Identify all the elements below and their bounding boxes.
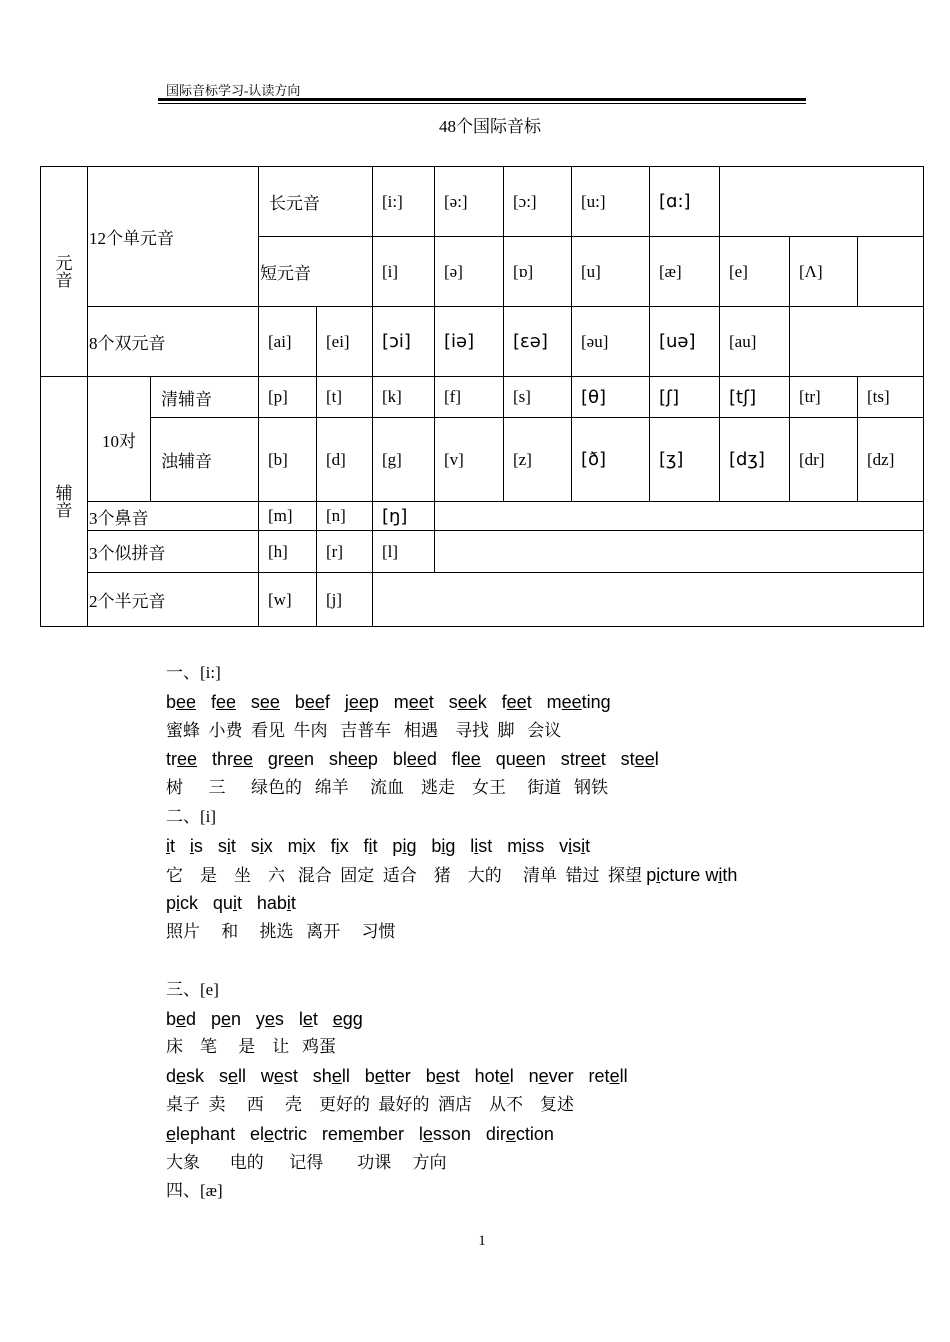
practice-word: sell — [218, 1066, 246, 1087]
practice-word: desk — [166, 1066, 205, 1087]
ipa-cell: [ə] — [435, 237, 504, 307]
empty-cell — [790, 307, 924, 377]
ipa-cell: [ɔi] — [373, 307, 435, 377]
ipa-cell: [Λ] — [790, 237, 858, 307]
ipa-cell: [l] — [373, 531, 435, 573]
ipa-cell: [u] — [572, 237, 650, 307]
short-vowel-label: 短元音 — [259, 237, 373, 307]
ipa-cell: [ɒ] — [504, 237, 572, 307]
practice-word: six — [250, 835, 273, 856]
practice-word: better — [364, 1066, 411, 1087]
practice-word: quit — [212, 893, 242, 914]
ipa-cell: [h] — [259, 531, 317, 573]
ipa-cell: [ai] — [259, 307, 317, 377]
practice-word: bed — [166, 1008, 197, 1029]
practice-word: queen — [495, 749, 546, 770]
section-heading: 一、[i:] — [166, 663, 221, 682]
empty-cell — [720, 167, 924, 237]
practice-word: with — [705, 864, 738, 885]
english-word-row — [166, 688, 886, 717]
practice-word: shell — [312, 1066, 350, 1087]
practice-word: retell — [588, 1066, 628, 1087]
english-word-row — [166, 745, 886, 774]
practice-word: remember — [321, 1123, 404, 1144]
practice-word: habit — [256, 893, 296, 914]
semivowel-label: 2个半元音 — [88, 573, 259, 627]
ipa-cell: [i:] — [373, 167, 435, 237]
consonant-category: 辅 音 — [41, 377, 88, 627]
practice-word: see — [250, 691, 280, 712]
ipa-cell: [z] — [504, 418, 572, 502]
practice-word: picture — [646, 864, 701, 885]
english-word-row — [166, 832, 886, 861]
english-word-row — [166, 1005, 886, 1034]
ipa-cell: [d] — [317, 418, 373, 502]
ipa-cell: [g] — [373, 418, 435, 502]
running-header: 国际音标学习-认读方向 — [166, 83, 301, 98]
english-word-row — [166, 889, 886, 918]
practice-word: lesson — [418, 1123, 471, 1144]
mixed-word-row: 它 是 坐 六 混合 固定 适合 猪 大的 清单 错过 探望 picture with — [166, 864, 738, 885]
ipa-cell: [au] — [720, 307, 790, 377]
practice-word: sit — [217, 835, 236, 856]
practice-word: steel — [620, 749, 659, 770]
practice-word: flee — [451, 749, 481, 770]
practice-word: street — [560, 749, 606, 770]
ipa-table — [40, 166, 924, 627]
practice-word: is — [189, 835, 203, 856]
ipa-cell: [ŋ] — [373, 502, 435, 531]
practice-word: let — [298, 1008, 318, 1029]
practice-word: hotel — [474, 1066, 514, 1087]
practice-word: electric — [249, 1123, 308, 1144]
practice-word: west — [260, 1066, 298, 1087]
header-rule-thick — [158, 98, 806, 101]
ipa-cell: [n] — [317, 502, 373, 531]
ipa-cell: [i] — [373, 237, 435, 307]
practice-word: mix — [287, 835, 316, 856]
practice-word: elephant — [166, 1123, 236, 1144]
practice-word: yes — [255, 1008, 284, 1029]
chinese-meaning-row: 桌子 卖 西 壳 更好的 最好的 酒店 从不 复述 — [166, 1094, 574, 1114]
chinese-meaning-row: 床 笔 是 让 鸡蛋 — [166, 1037, 336, 1057]
ipa-cell: [ə:] — [435, 167, 504, 237]
empty-cell — [373, 573, 924, 627]
practice-word: meeting — [546, 691, 611, 712]
practice-word: pick — [166, 893, 199, 914]
ipa-cell: [k] — [373, 377, 435, 418]
ipa-cell: [ɛə] — [504, 307, 572, 377]
nasal-label: 3个鼻音 — [88, 502, 259, 531]
practice-word: pen — [210, 1008, 241, 1029]
practice-word: fix — [330, 835, 349, 856]
english-word-row — [166, 1062, 886, 1091]
english-word-row — [166, 1120, 886, 1149]
practice-word: sheep — [328, 749, 378, 770]
ipa-cell: [tʃ] — [720, 377, 790, 418]
ipa-cell: [ɔ:] — [504, 167, 572, 237]
practice-word: visit — [559, 835, 591, 856]
section-heading: 二、[i] — [166, 806, 217, 826]
ipa-cell: [dʒ] — [720, 418, 790, 502]
practice-word: green — [267, 749, 314, 770]
chinese-meaning-row: 蜜蜂 小费 看见 牛肉 吉普车 相遇 寻找 脚 会议 — [166, 720, 562, 740]
empty-cell — [435, 502, 924, 531]
ipa-cell: [ʒ] — [650, 418, 720, 502]
empty-cell — [858, 237, 924, 307]
practice-word: never — [528, 1066, 574, 1087]
practice-word-list — [166, 659, 886, 1206]
practice-word: fit — [363, 835, 378, 856]
ipa-cell: [j] — [317, 573, 373, 627]
page-title: 48个国际音标 — [439, 117, 541, 136]
practice-word: tree — [166, 749, 198, 770]
ipa-cell: [iə] — [435, 307, 504, 377]
ipa-cell: [r] — [317, 531, 373, 573]
ipa-cell: [b] — [259, 418, 317, 502]
ipa-cell: [w] — [259, 573, 317, 627]
practice-word: miss — [507, 835, 545, 856]
section-heading: 三、[e] — [166, 979, 219, 999]
ipa-cell: [ɑ:] — [650, 167, 720, 237]
liquid-label: 3个似拼音 — [88, 531, 259, 573]
practice-word: it — [166, 835, 176, 856]
monophthong-label: 12个单元音 — [88, 167, 259, 307]
ipa-cell: [s] — [504, 377, 572, 418]
section-heading: 四、[æ] — [166, 1181, 223, 1201]
practice-word: feet — [501, 691, 532, 712]
pairs-label: 10对 — [88, 377, 151, 502]
practice-word: list — [470, 835, 493, 856]
ipa-cell: [dr] — [790, 418, 858, 502]
vowel-category: 元 音 — [41, 167, 88, 377]
ipa-cell: [e] — [720, 237, 790, 307]
ipa-cell: [əu] — [572, 307, 650, 377]
practice-word: bleed — [392, 749, 437, 770]
diphthong-label: 8个双元音 — [88, 307, 259, 377]
ipa-cell: [θ] — [572, 377, 650, 418]
practice-word: big — [431, 835, 456, 856]
long-vowel-label: 长元音 — [259, 167, 373, 237]
voiced-label: 浊辅音 — [151, 418, 259, 502]
ipa-cell: [dz] — [858, 418, 924, 502]
ipa-cell: [v] — [435, 418, 504, 502]
practice-word: direction — [485, 1123, 554, 1144]
practice-word: best — [425, 1066, 460, 1087]
practice-word: egg — [332, 1008, 363, 1029]
ipa-cell: [f] — [435, 377, 504, 418]
ipa-cell: [t] — [317, 377, 373, 418]
practice-word: meet — [393, 691, 434, 712]
ipa-cell: [p] — [259, 377, 317, 418]
practice-word: fee — [210, 691, 236, 712]
ipa-cell: [ts] — [858, 377, 924, 418]
practice-word: pig — [392, 835, 417, 856]
ipa-cell: [ei] — [317, 307, 373, 377]
chinese-meaning-row: 大象 电的 记得 功课 方向 — [166, 1152, 447, 1172]
practice-word: three — [211, 749, 253, 770]
chinese-meaning-row: 照片 和 挑选 离开 习惯 — [166, 922, 396, 942]
ipa-cell: [uə] — [650, 307, 720, 377]
chinese-meaning-row: 树 三 绿色的 绵羊 流血 逃走 女王 街道 钢铁 — [166, 778, 608, 798]
ipa-cell: [m] — [259, 502, 317, 531]
empty-cell — [435, 531, 924, 573]
practice-word: bee — [166, 691, 197, 712]
ipa-cell: [tr] — [790, 377, 858, 418]
practice-word: beef — [294, 691, 330, 712]
practice-word: seek — [448, 691, 487, 712]
ipa-cell: [æ] — [650, 237, 720, 307]
header-rule-thin — [158, 103, 806, 104]
voiceless-label: 清辅音 — [151, 377, 259, 418]
ipa-cell: [ð] — [572, 418, 650, 502]
ipa-cell: [u:] — [572, 167, 650, 237]
practice-word: jeep — [344, 691, 379, 712]
ipa-cell: [ʃ] — [650, 377, 720, 418]
page-number: 1 — [478, 1233, 486, 1249]
